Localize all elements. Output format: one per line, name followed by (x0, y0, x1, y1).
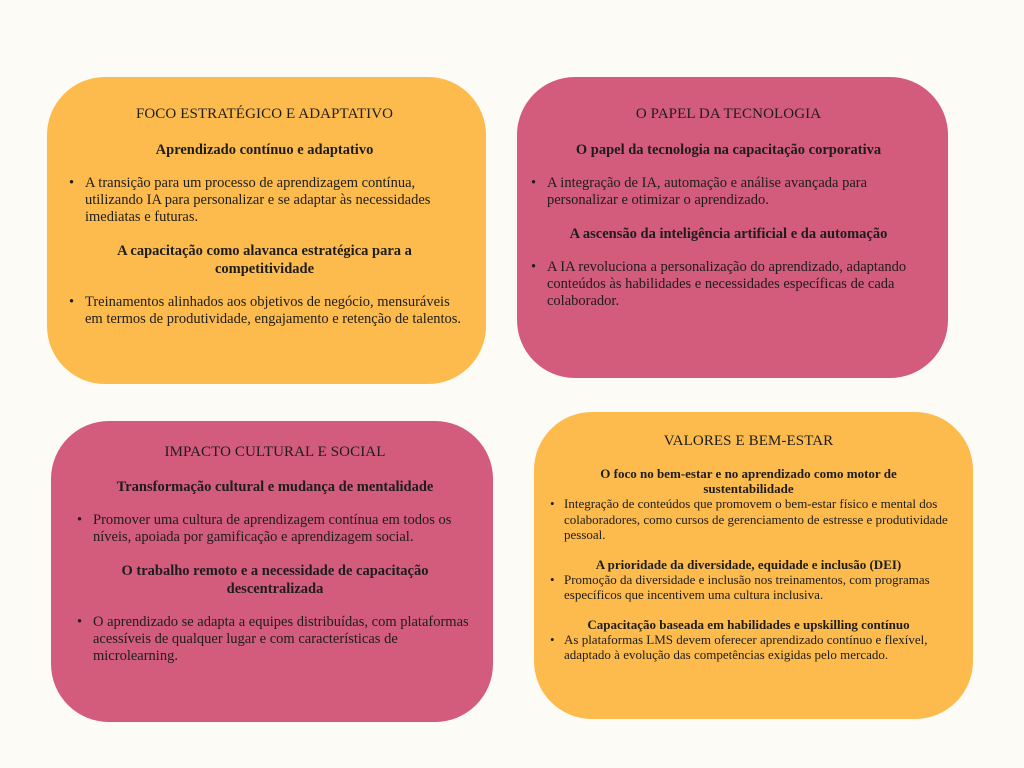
bullet-icon: • (77, 614, 83, 630)
list-item (548, 496, 949, 543)
card-cultural-impact (51, 421, 493, 722)
section-heading: A prioridade da diversidade, equidade e inclusão (DEI) (595, 556, 902, 572)
card-values-wellbeing (534, 412, 973, 719)
section-heading: O trabalho remoto e a necessidade de capacitação descentralizada (121, 563, 429, 597)
list-item (75, 512, 475, 546)
card-title: IMPACTO CULTURAL E SOCIAL (164, 444, 386, 460)
list-item (529, 259, 928, 310)
bullet-text: O aprendizado se adapta a equipes distribuídas, com plataformas acessíveis de qualquer lugar e com características de microlearning. (93, 614, 469, 664)
bullet-icon: • (531, 175, 537, 191)
bullet-text: A integração de IA, automação e análise avançada para personalizar e otimizar o aprendizado. (547, 175, 868, 208)
list-item (548, 572, 949, 603)
bullet-icon: • (77, 512, 83, 528)
section-heading: Transformação cultural e mudança de mentalidade (116, 479, 434, 495)
section-heading: O foco no bem-estar e no aprendizado como motor de sustentabilidade (600, 466, 897, 496)
bullet-list (67, 294, 462, 328)
section-heading: A capacitação como alavanca estratégica para a competitividade (117, 243, 412, 277)
bullet-icon: • (550, 631, 555, 647)
bullet-list (67, 175, 462, 226)
bullet-list (75, 614, 475, 665)
bullet-list (75, 512, 475, 546)
bullet-list (548, 632, 949, 663)
card-title: VALORES E BEM-ESTAR (663, 433, 834, 449)
bullet-icon: • (69, 294, 75, 310)
bullet-icon: • (531, 259, 537, 275)
card-title: FOCO ESTRATÉGICO E ADAPTATIVO (135, 106, 394, 122)
bullet-icon: • (69, 175, 75, 191)
card-strategic-focus (47, 77, 486, 384)
bullet-text: As plataformas LMS devem oferecer aprendizado contínuo e flexível, adaptado à evolução das competências exigidas pelo mercado. (564, 631, 928, 662)
bullet-text: A IA revoluciona a personalização do aprendizado, adaptando conteúdos às habilidades e necessidades específicas de cada colaborador. (547, 259, 907, 309)
section-heading: Aprendizado contínuo e adaptativo (155, 142, 374, 158)
list-item (548, 632, 949, 663)
bullet-icon: • (550, 571, 555, 587)
bullet-text: Integração de conteúdos que promovem o bem-estar físico e mental dos colaboradores, como cursos de gerenciamento de estresse e produtividade pessoal. (564, 496, 948, 542)
bullet-text: Promover uma cultura de aprendizagem contínua em todos os níveis, apoiada por gamificação e aprendizagem social. (93, 512, 452, 545)
section-heading: Capacitação baseada em habilidades e upskilling contínuo (587, 616, 910, 632)
list-item (67, 294, 462, 328)
list-item (67, 175, 462, 226)
bullet-list (548, 496, 949, 543)
card-technology-role (517, 77, 948, 378)
bullet-text: Promoção da diversidade e inclusão nos treinamentos, com programas específicos que incentivem uma cultura inclusiva. (564, 571, 930, 602)
list-item (529, 175, 928, 209)
bullet-text: Treinamentos alinhados aos objetivos de negócio, mensuráveis em termos de produtividade, engajamento e retenção de talentos. (85, 294, 462, 327)
bullet-list (529, 259, 928, 310)
bullet-list (529, 175, 928, 209)
section-heading: O papel da tecnologia na capacitação corporativa (575, 142, 882, 158)
bullet-list (548, 572, 949, 603)
list-item (75, 614, 475, 665)
bullet-icon: • (550, 496, 555, 511)
card-title: O PAPEL DA TECNOLOGIA (635, 106, 822, 122)
bullet-text: A transição para um processo de aprendizagem contínua, utilizando IA para personalizar e se adaptar às necessidades imediatas e futuras. (85, 175, 431, 225)
section-heading: A ascensão da inteligência artificial e da automação (569, 226, 888, 242)
